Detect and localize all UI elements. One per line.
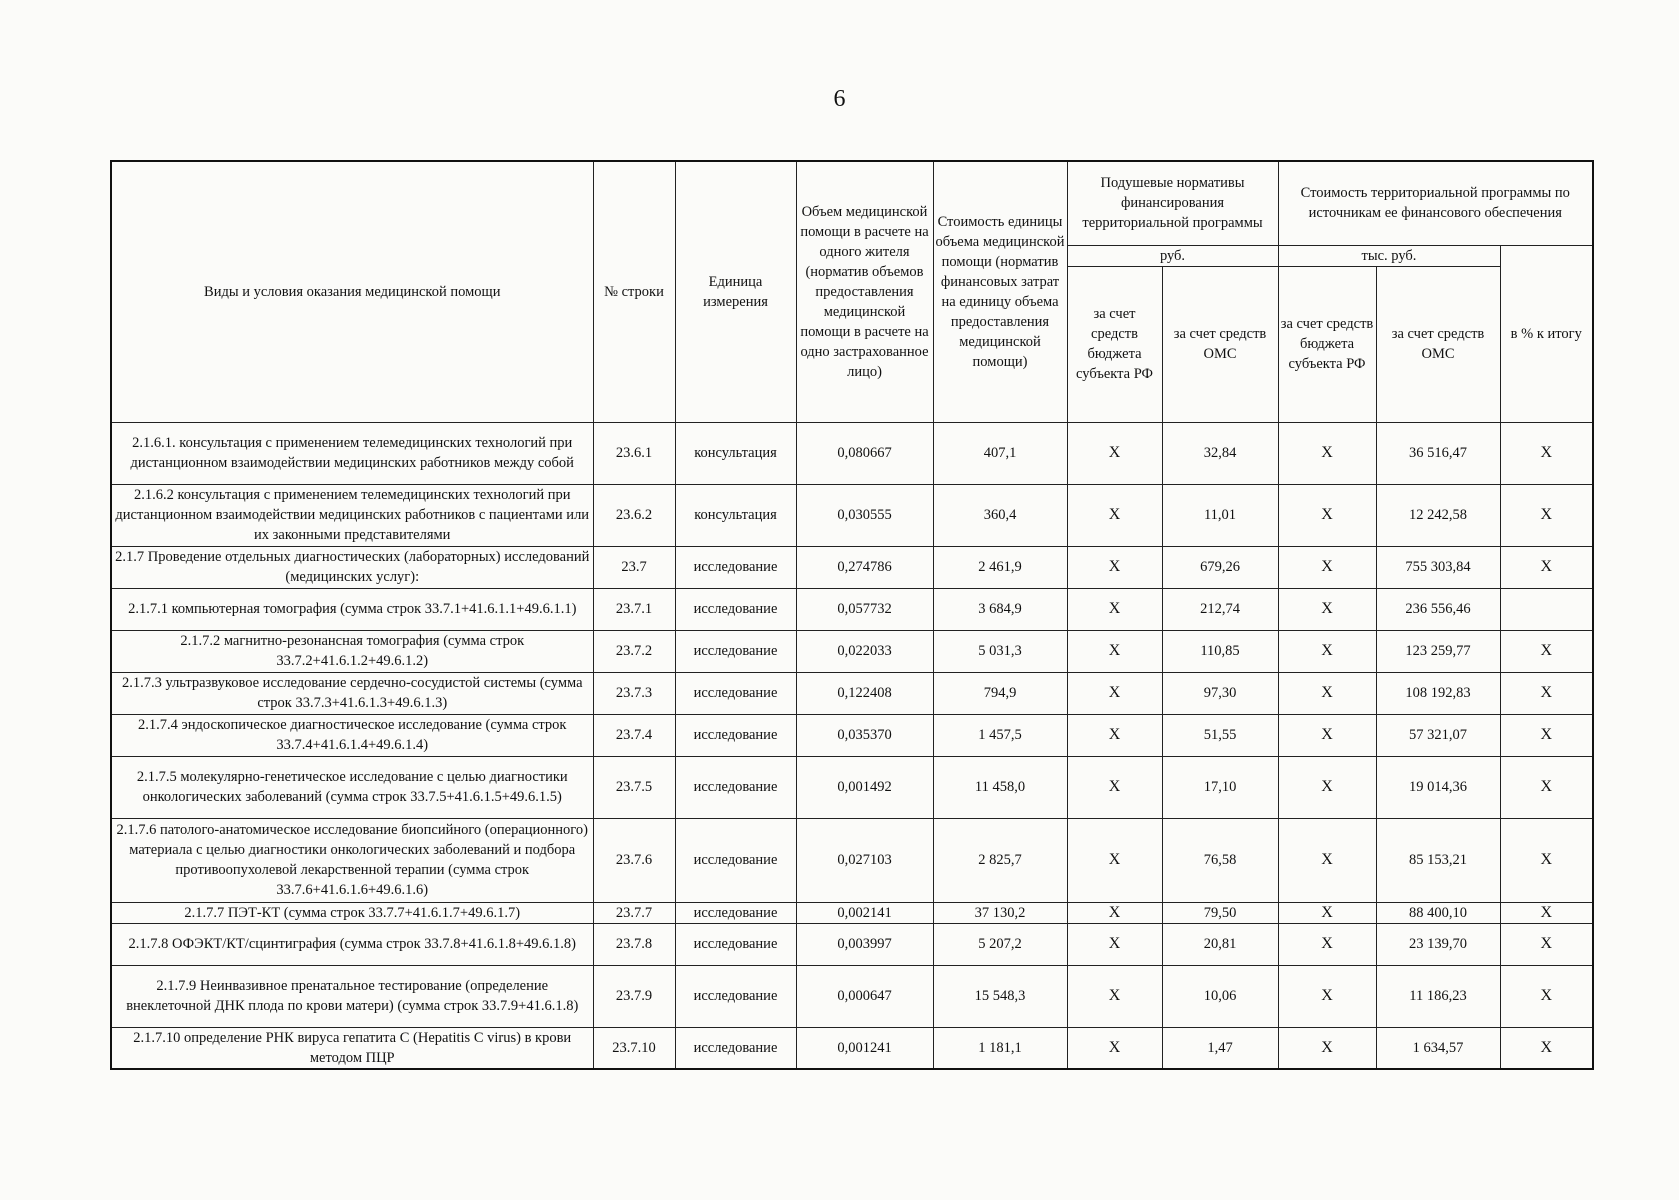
row-unit: исследование (675, 965, 796, 1027)
row-total-budget: X (1278, 902, 1376, 923)
row-name: 2.1.7.3 ультразвуковое исследование сердечно-сосудистой системы (сумма строк 33.7.3+41.6.1.3+49.6.1.3) (111, 672, 593, 714)
row-cost: 360,4 (933, 484, 1067, 546)
row-volume: 0,122408 (796, 672, 933, 714)
row-name: 2.1.7.8 ОФЭКТ/КТ/сцинтиграфия (сумма строк 33.7.8+41.6.1.8+49.6.1.8) (111, 923, 593, 965)
row-total-budget: X (1278, 923, 1376, 965)
header-total-budget: за счет средств бюджета субъекта РФ (1278, 266, 1376, 422)
row-per-capita-oms: 11,01 (1162, 484, 1278, 546)
row-volume: 0,057732 (796, 588, 933, 630)
row-cost: 11 458,0 (933, 756, 1067, 818)
row-total-budget: X (1278, 818, 1376, 902)
row-total-budget: X (1278, 630, 1376, 672)
header-total-group: Стоимость территориальной программы по источникам ее финансового обеспечения (1278, 161, 1593, 245)
row-number: 23.7.10 (593, 1027, 675, 1069)
table-row (111, 965, 1593, 1027)
row-unit: исследование (675, 818, 796, 902)
row-total-oms: 85 153,21 (1376, 818, 1500, 902)
header-cost: Стоимость единицы объема медицинской помощи (норматив финансовых затрат на единицу объема предоставления медицинской помощи) (933, 161, 1067, 422)
header-volume: Объем медицинской помощи в расчете на одного жителя (норматив объемов предоставления медицинской помощи в расчете на одно застрахованное лицо) (796, 161, 933, 422)
header-row-number: № строки (593, 161, 675, 422)
page-number: 6 (833, 86, 846, 112)
row-number: 23.7.5 (593, 756, 675, 818)
row-volume: 0,030555 (796, 484, 933, 546)
row-unit: консультация (675, 422, 796, 484)
row-name: 2.1.7.10 определение РНК вируса гепатита C (Hepatitis C virus) в крови методом ПЦР (111, 1027, 593, 1069)
row-unit: исследование (675, 902, 796, 923)
row-cost: 1 181,1 (933, 1027, 1067, 1069)
row-percent (1500, 588, 1593, 630)
row-percent: X (1500, 923, 1593, 965)
row-total-oms: 12 242,58 (1376, 484, 1500, 546)
row-name: 2.1.7.7 ПЭТ-КТ (сумма строк 33.7.7+41.6.1.7+49.6.1.7) (111, 902, 593, 923)
row-per-capita-budget: X (1067, 902, 1162, 923)
row-unit: исследование (675, 1027, 796, 1069)
row-percent: X (1500, 546, 1593, 588)
row-unit: исследование (675, 630, 796, 672)
row-unit: исследование (675, 672, 796, 714)
row-cost: 407,1 (933, 422, 1067, 484)
row-unit: консультация (675, 484, 796, 546)
row-unit: исследование (675, 756, 796, 818)
row-volume: 0,022033 (796, 630, 933, 672)
row-number: 23.7.3 (593, 672, 675, 714)
row-volume: 0,000647 (796, 965, 933, 1027)
row-unit: исследование (675, 546, 796, 588)
row-per-capita-budget: X (1067, 546, 1162, 588)
row-per-capita-budget: X (1067, 818, 1162, 902)
row-per-capita-oms: 212,74 (1162, 588, 1278, 630)
row-total-oms: 108 192,83 (1376, 672, 1500, 714)
row-unit: исследование (675, 923, 796, 965)
row-per-capita-oms: 679,26 (1162, 546, 1278, 588)
row-total-budget: X (1278, 1027, 1376, 1069)
header-total-oms: за счет средств ОМС (1376, 266, 1500, 422)
row-unit: исследование (675, 588, 796, 630)
row-total-oms: 755 303,84 (1376, 546, 1500, 588)
row-per-capita-budget: X (1067, 714, 1162, 756)
row-per-capita-oms: 76,58 (1162, 818, 1278, 902)
row-name: 2.1.7.2 магнитно-резонансная томография (сумма строк 33.7.2+41.6.1.2+49.6.1.2) (111, 630, 593, 672)
row-total-oms: 11 186,23 (1376, 965, 1500, 1027)
table-row (111, 1027, 1593, 1069)
row-name: 2.1.7.4 эндоскопическое диагностическое исследование (сумма строк 33.7.4+41.6.1.4+49.6.1.4) (111, 714, 593, 756)
row-cost: 3 684,9 (933, 588, 1067, 630)
row-total-budget: X (1278, 672, 1376, 714)
row-per-capita-budget: X (1067, 923, 1162, 965)
row-volume: 0,080667 (796, 422, 933, 484)
row-cost: 2 461,9 (933, 546, 1067, 588)
row-cost: 2 825,7 (933, 818, 1067, 902)
row-percent: X (1500, 902, 1593, 923)
row-per-capita-oms: 110,85 (1162, 630, 1278, 672)
row-total-budget: X (1278, 422, 1376, 484)
header-per-capita-budget: за счет средств бюджета субъекта РФ (1067, 266, 1162, 422)
row-total-oms: 19 014,36 (1376, 756, 1500, 818)
row-total-oms: 123 259,77 (1376, 630, 1500, 672)
financing-table (110, 160, 1594, 1070)
row-cost: 5 031,3 (933, 630, 1067, 672)
row-percent: X (1500, 714, 1593, 756)
row-percent: X (1500, 422, 1593, 484)
row-percent: X (1500, 484, 1593, 546)
row-per-capita-budget: X (1067, 484, 1162, 546)
header-unit-rub: руб. (1067, 245, 1278, 266)
row-volume: 0,274786 (796, 546, 933, 588)
row-per-capita-oms: 97,30 (1162, 672, 1278, 714)
row-volume: 0,003997 (796, 923, 933, 965)
row-percent: X (1500, 630, 1593, 672)
row-total-oms: 1 634,57 (1376, 1027, 1500, 1069)
row-name: 2.1.7 Проведение отдельных диагностических (лабораторных) исследований (медицинских услуг): (111, 546, 593, 588)
table-row (111, 818, 1593, 902)
row-number: 23.7.2 (593, 630, 675, 672)
row-cost: 5 207,2 (933, 923, 1067, 965)
header-unit: Единица измерения (675, 161, 796, 422)
row-per-capita-oms: 20,81 (1162, 923, 1278, 965)
row-number: 23.7.9 (593, 965, 675, 1027)
table-row (111, 588, 1593, 630)
row-name: 2.1.7.1 компьютерная томография (сумма строк 33.7.1+41.6.1.1+49.6.1.1) (111, 588, 593, 630)
header-percent: в % к итогу (1500, 245, 1593, 422)
row-number: 23.7.1 (593, 588, 675, 630)
row-volume: 0,035370 (796, 714, 933, 756)
row-total-budget: X (1278, 756, 1376, 818)
row-number: 23.7 (593, 546, 675, 588)
header-per-capita-group: Подушевые нормативы финансирования территориальной программы (1067, 161, 1278, 245)
row-total-oms: 88 400,10 (1376, 902, 1500, 923)
row-total-oms: 23 139,70 (1376, 923, 1500, 965)
row-cost: 794,9 (933, 672, 1067, 714)
row-per-capita-oms: 51,55 (1162, 714, 1278, 756)
row-volume: 0,001241 (796, 1027, 933, 1069)
row-per-capita-oms: 32,84 (1162, 422, 1278, 484)
row-volume: 0,001492 (796, 756, 933, 818)
row-name: 2.1.7.6 патолого-анатомическое исследование биопсийного (операционного) материала с целью диагностики онкологических заболеваний и подбора противоопухолевой лекарственной терапии (сумма строк 33.7.6+41.6.1.6+49.6.1.6) (111, 818, 593, 902)
row-per-capita-budget: X (1067, 422, 1162, 484)
table-row (111, 756, 1593, 818)
row-cost: 37 130,2 (933, 902, 1067, 923)
row-number: 23.7.7 (593, 902, 675, 923)
row-total-budget: X (1278, 588, 1376, 630)
row-percent: X (1500, 818, 1593, 902)
row-per-capita-oms: 10,06 (1162, 965, 1278, 1027)
row-volume: 0,027103 (796, 818, 933, 902)
row-total-budget: X (1278, 714, 1376, 756)
row-percent: X (1500, 672, 1593, 714)
header-type: Виды и условия оказания медицинской помощи (111, 161, 593, 422)
row-per-capita-budget: X (1067, 630, 1162, 672)
row-cost: 15 548,3 (933, 965, 1067, 1027)
row-per-capita-budget: X (1067, 672, 1162, 714)
row-number: 23.7.8 (593, 923, 675, 965)
row-total-budget: X (1278, 546, 1376, 588)
row-unit: исследование (675, 714, 796, 756)
row-per-capita-oms: 79,50 (1162, 902, 1278, 923)
table-row (111, 422, 1593, 484)
table-row (111, 484, 1593, 546)
row-per-capita-budget: X (1067, 1027, 1162, 1069)
row-per-capita-budget: X (1067, 965, 1162, 1027)
row-volume: 0,002141 (796, 902, 933, 923)
row-name: 2.1.7.5 молекулярно-генетическое исследование с целью диагностики онкологических заболеваний (сумма строк 33.7.5+41.6.1.5+49.6.1.5) (111, 756, 593, 818)
table-row (111, 902, 1593, 923)
row-number: 23.7.6 (593, 818, 675, 902)
table-row (111, 630, 1593, 672)
row-percent: X (1500, 965, 1593, 1027)
row-total-oms: 236 556,46 (1376, 588, 1500, 630)
table-row (111, 546, 1593, 588)
row-percent: X (1500, 756, 1593, 818)
row-number: 23.6.2 (593, 484, 675, 546)
row-total-oms: 36 516,47 (1376, 422, 1500, 484)
row-per-capita-budget: X (1067, 588, 1162, 630)
row-percent: X (1500, 1027, 1593, 1069)
header-per-capita-oms: за счет средств ОМС (1162, 266, 1278, 422)
row-number: 23.6.1 (593, 422, 675, 484)
header-unit-thousand-rub: тыс. руб. (1278, 245, 1500, 266)
table-row (111, 714, 1593, 756)
row-total-oms: 57 321,07 (1376, 714, 1500, 756)
row-per-capita-oms: 1,47 (1162, 1027, 1278, 1069)
row-total-budget: X (1278, 965, 1376, 1027)
table-row (111, 923, 1593, 965)
row-name: 2.1.7.9 Неинвазивное пренатальное тестирование (определение внеклеточной ДНК плода по крови матери) (сумма строк 33.7.9+41.6.1.8) (111, 965, 593, 1027)
row-number: 23.7.4 (593, 714, 675, 756)
row-name: 2.1.6.2 консультация с применением телемедицинских технологий при дистанционном взаимодействии медицинских работников с пациентами или их законными представителями (111, 484, 593, 546)
row-per-capita-oms: 17,10 (1162, 756, 1278, 818)
row-name: 2.1.6.1. консультация с применением телемедицинских технологий при дистанционном взаимодействии медицинских работников между собой (111, 422, 593, 484)
row-total-budget: X (1278, 484, 1376, 546)
row-cost: 1 457,5 (933, 714, 1067, 756)
table-row (111, 672, 1593, 714)
row-per-capita-budget: X (1067, 756, 1162, 818)
